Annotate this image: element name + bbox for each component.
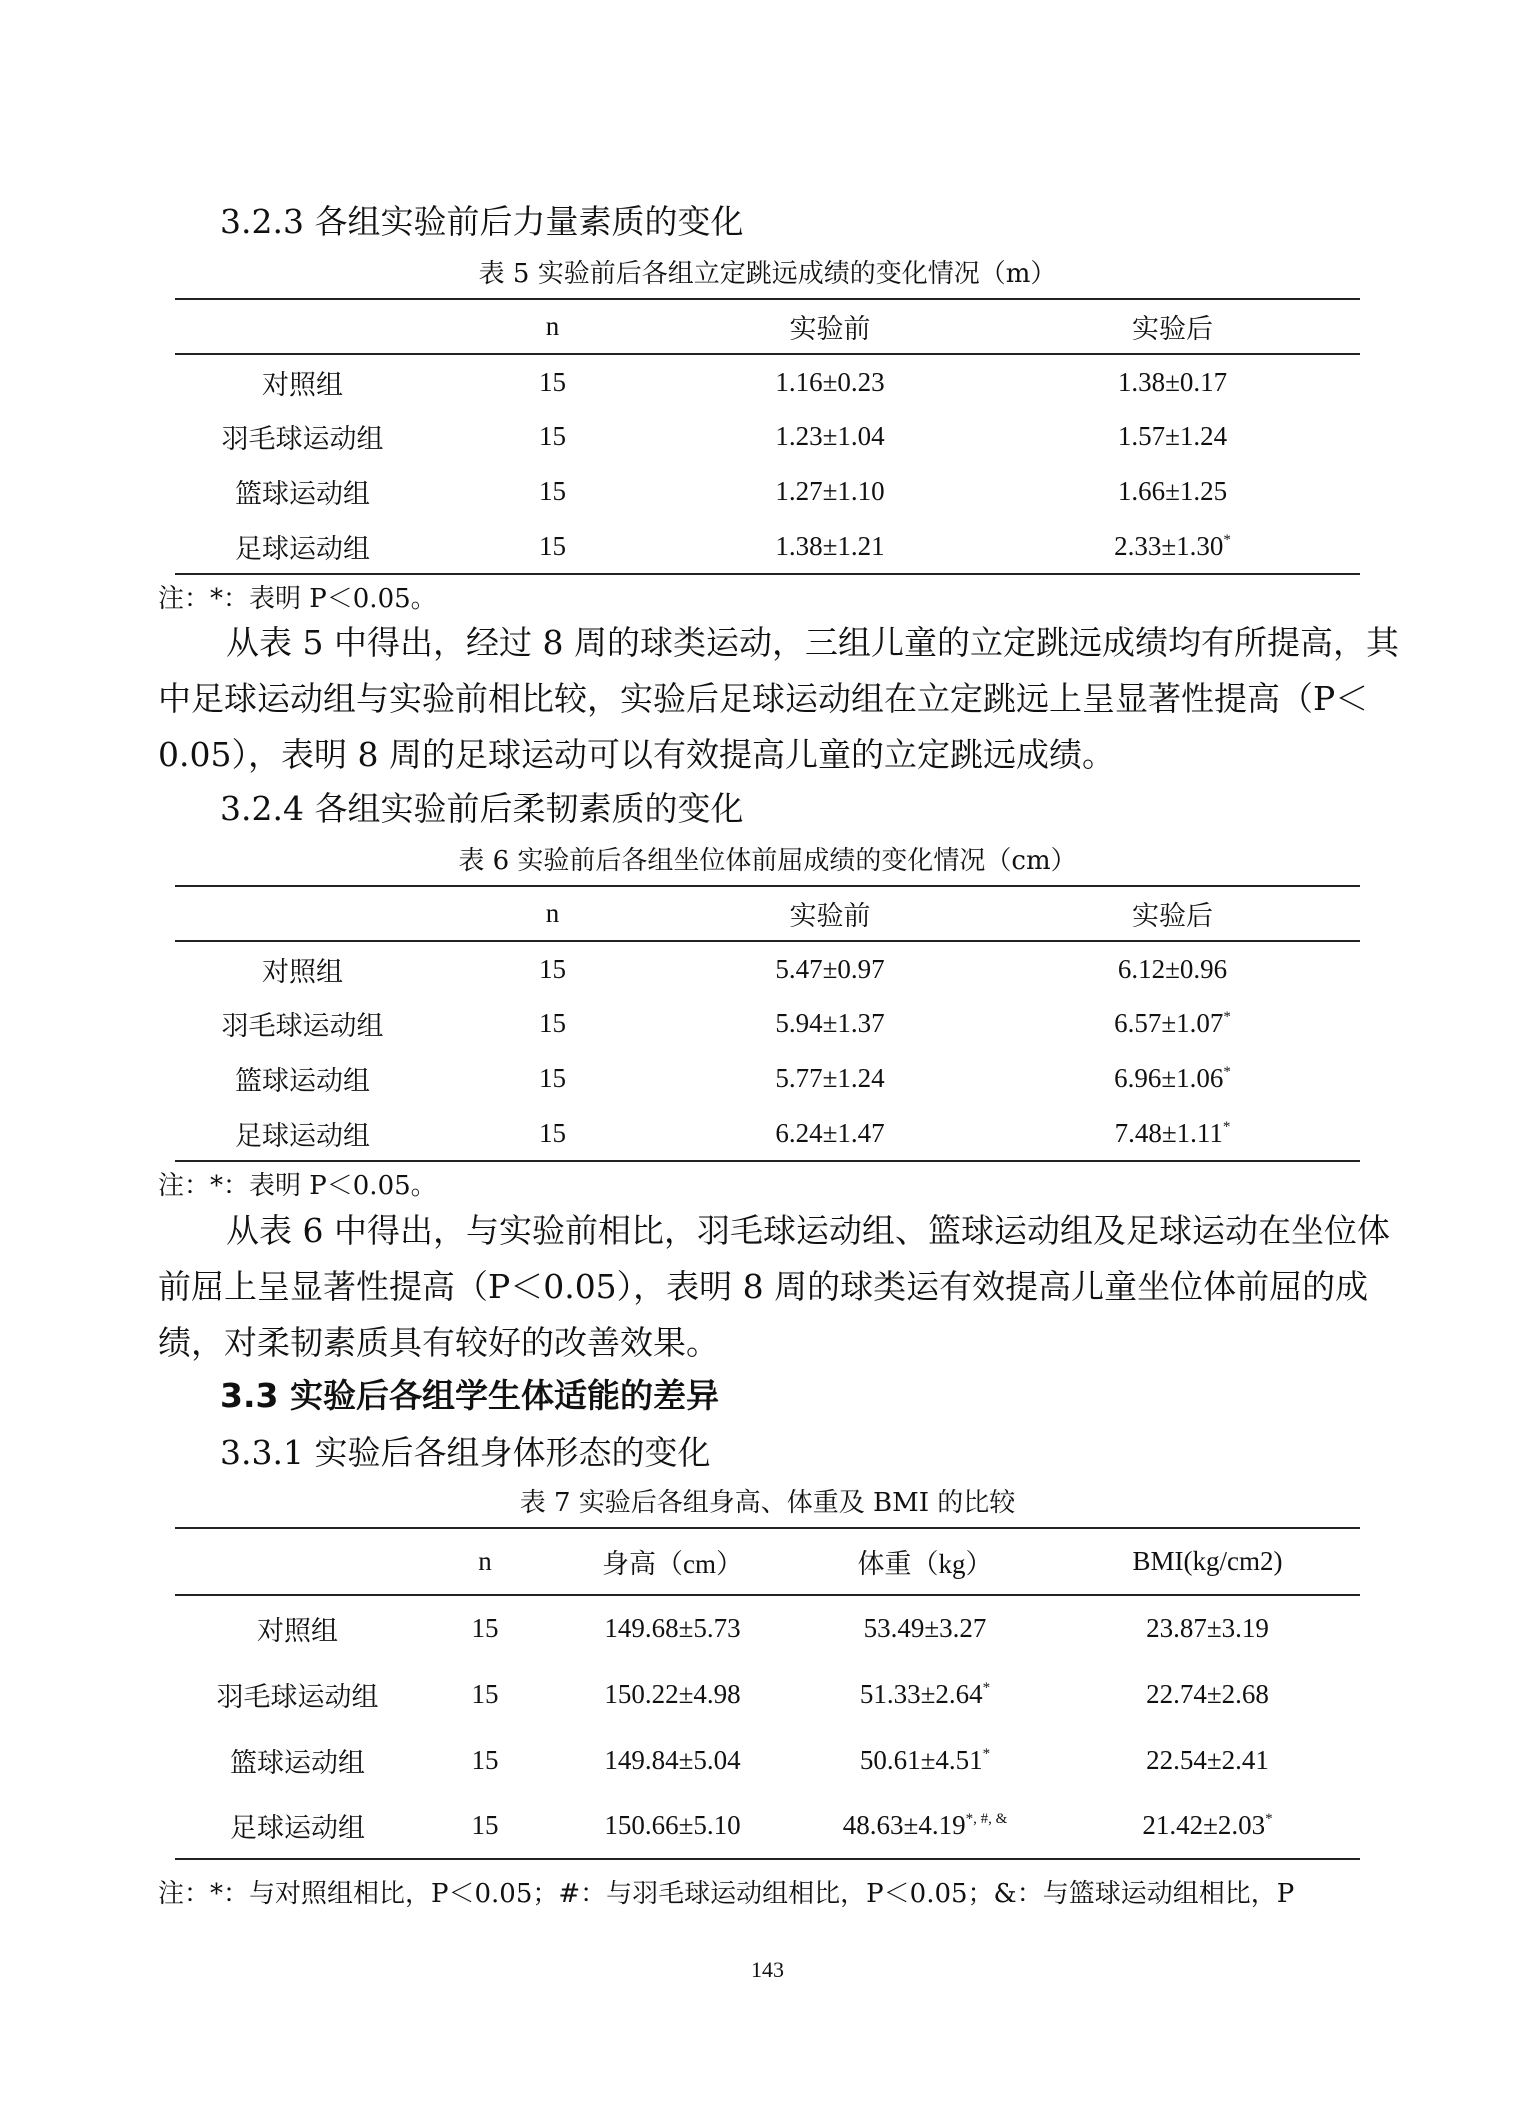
bmi-cell bbox=[1055, 1595, 1360, 1661]
after-cell bbox=[985, 464, 1360, 519]
after-value: 1.38±0.17 bbox=[1117, 366, 1228, 397]
significance-mark: * bbox=[1265, 1811, 1273, 1827]
paragraph-line: 前屈上呈显著性提高（P＜0.05），表明 8 周的球类运有效提高儿童坐位体前屈的成 bbox=[158, 1267, 1369, 1306]
after-value: 7.48±1.11 bbox=[1114, 1117, 1223, 1148]
table7-caption: 表 7 实验后各组身高、体重及 BMI 的比较 bbox=[519, 1488, 1016, 1518]
section-heading-3-2-4: 3.2.4 各组实验前后柔韧素质的变化 bbox=[220, 789, 744, 828]
table7-header-weight: 体重（kg） bbox=[857, 1549, 993, 1579]
table6-header-group bbox=[175, 886, 430, 941]
group-name: 篮球运动组 bbox=[235, 479, 370, 509]
after-value: 1.66±1.25 bbox=[1117, 476, 1228, 506]
weight-cell bbox=[795, 1727, 1055, 1793]
sample-size: 15 bbox=[471, 1613, 499, 1643]
page-number: 143 bbox=[751, 1957, 784, 1982]
sample-size: 15 bbox=[539, 476, 566, 506]
table6-header-before: 实验前 bbox=[789, 901, 871, 931]
sample-size: 15 bbox=[539, 530, 566, 561]
table6-caption: 表 6 实验前后各组坐位体前屈成绩的变化情况（cm） bbox=[458, 846, 1077, 876]
section-heading-3-3-1: 3.3.1 实验后各组身体形态的变化 bbox=[220, 1433, 711, 1472]
before-value: 1.27±1.10 bbox=[775, 476, 885, 506]
weight-cell bbox=[795, 1661, 1055, 1727]
weight-cell bbox=[795, 1793, 1055, 1859]
bmi-value: 21.42±2.03 bbox=[1142, 1810, 1266, 1840]
after-value: 6.12±0.96 bbox=[1117, 953, 1228, 984]
after-cell bbox=[985, 996, 1360, 1051]
group-name: 足球运动组 bbox=[235, 533, 370, 564]
table5-note: 注：*：表明 P＜0.05。 bbox=[158, 584, 437, 614]
sample-size: 15 bbox=[539, 421, 566, 451]
weight-value: 48.63±4.19 bbox=[842, 1810, 966, 1840]
sample-size: 15 bbox=[539, 953, 566, 984]
height-value: 150.66±5.10 bbox=[604, 1810, 741, 1840]
section-heading-3-3: 3.3 实验后各组学生体适能的差异 bbox=[220, 1376, 719, 1415]
table6 bbox=[175, 885, 1360, 1162]
significance-mark: * bbox=[1223, 1064, 1231, 1080]
group-name: 对照组 bbox=[262, 956, 343, 987]
table5-caption: 表 5 实验前后各组立定跳远成绩的变化情况（m） bbox=[478, 259, 1057, 289]
after-cell bbox=[985, 941, 1360, 996]
table-row bbox=[175, 941, 1360, 996]
weight-value: 50.61±4.51 bbox=[859, 1744, 983, 1775]
height-value: 149.68±5.73 bbox=[604, 1613, 741, 1643]
before-value: 5.77±1.24 bbox=[775, 1063, 885, 1093]
paragraph-line: 中足球运动组与实验前相比较，实验后足球运动组在立定跳远上呈显著性提高（P＜ bbox=[158, 679, 1369, 718]
significance-mark: * bbox=[982, 1679, 991, 1696]
table6-header-row bbox=[175, 886, 1360, 941]
table-row bbox=[175, 1595, 1360, 1661]
table6-header-n: n bbox=[545, 898, 560, 928]
table-row bbox=[175, 519, 1360, 574]
weight-cell bbox=[795, 1595, 1055, 1661]
bmi-value: 22.74±2.68 bbox=[1146, 1678, 1269, 1709]
group-name: 篮球运动组 bbox=[235, 1066, 370, 1096]
table5-header-before: 实验前 bbox=[789, 314, 871, 344]
significance-mark: *, #, & bbox=[965, 1811, 1008, 1827]
group-name: 羽毛球运动组 bbox=[221, 1011, 384, 1041]
paragraph-line: 从表 6 中得出，与实验前相比，羽毛球运动组、篮球运动组及足球运动在坐位体 bbox=[226, 1211, 1390, 1250]
table-row bbox=[175, 1793, 1360, 1859]
table-row bbox=[175, 1727, 1360, 1793]
table5-header-n: n bbox=[545, 311, 560, 341]
sample-size: 15 bbox=[471, 1744, 499, 1775]
weight-value: 53.49±3.27 bbox=[863, 1613, 987, 1643]
sample-size: 15 bbox=[539, 1008, 566, 1038]
table7-header-n: n bbox=[478, 1546, 492, 1576]
after-cell bbox=[985, 1051, 1360, 1106]
table5-header-group bbox=[175, 299, 430, 354]
bmi-cell bbox=[1055, 1661, 1360, 1727]
paragraph-table6-analysis bbox=[158, 1203, 1390, 1371]
group-name: 足球运动组 bbox=[230, 1813, 365, 1843]
after-value: 6.57±1.07 bbox=[1114, 1008, 1224, 1038]
group-name: 对照组 bbox=[257, 1616, 338, 1646]
before-value: 6.24±1.47 bbox=[775, 1117, 885, 1148]
after-cell bbox=[985, 409, 1360, 464]
table5-header-row bbox=[175, 299, 1360, 354]
after-value: 6.96±1.06 bbox=[1114, 1063, 1224, 1093]
weight-value: 51.33±2.64 bbox=[859, 1678, 983, 1709]
table7-header-height: 身高（cm） bbox=[602, 1549, 743, 1579]
sample-size: 15 bbox=[539, 366, 566, 397]
table7-note: 注：*：与对照组相比，P＜0.05；#：与羽毛球运动组相比，P＜0.05；&：与篮球运动组相比，P bbox=[158, 1879, 1295, 1909]
table-row bbox=[175, 1661, 1360, 1727]
table-row bbox=[175, 464, 1360, 519]
height-value: 149.84±5.04 bbox=[604, 1744, 741, 1775]
significance-mark: * bbox=[1223, 1009, 1231, 1025]
after-value: 1.57±1.24 bbox=[1117, 421, 1228, 451]
after-cell bbox=[985, 354, 1360, 409]
height-value: 150.22±4.98 bbox=[604, 1678, 741, 1709]
before-value: 1.16±0.23 bbox=[775, 366, 885, 397]
group-name: 羽毛球运动组 bbox=[216, 1681, 379, 1712]
table-row bbox=[175, 1106, 1360, 1161]
sample-size: 15 bbox=[539, 1063, 566, 1093]
bmi-value: 22.54±2.41 bbox=[1146, 1744, 1269, 1775]
group-name: 篮球运动组 bbox=[230, 1747, 365, 1778]
significance-mark: * bbox=[1223, 531, 1231, 548]
paragraph-line: 从表 5 中得出，经过 8 周的球类运动，三组儿童的立定跳远成绩均有所提高，其 bbox=[226, 623, 1399, 662]
sample-size: 15 bbox=[539, 1117, 566, 1148]
table7-header-bmi: BMI(kg/cm2) bbox=[1132, 1546, 1283, 1576]
table5 bbox=[175, 298, 1360, 575]
sample-size: 15 bbox=[471, 1810, 499, 1840]
before-value: 1.23±1.04 bbox=[775, 421, 885, 451]
bmi-cell bbox=[1055, 1727, 1360, 1793]
section-heading-3-2-3: 3.2.3 各组实验前后力量素质的变化 bbox=[220, 202, 744, 241]
group-name: 对照组 bbox=[262, 369, 343, 400]
group-name: 羽毛球运动组 bbox=[221, 424, 384, 454]
table-row bbox=[175, 409, 1360, 464]
after-value: 2.33±1.30 bbox=[1114, 530, 1224, 561]
before-value: 5.94±1.37 bbox=[775, 1008, 885, 1038]
table5-header-after: 实验后 bbox=[1132, 314, 1213, 344]
table7-header-group bbox=[175, 1528, 420, 1595]
table-row bbox=[175, 996, 1360, 1051]
after-cell bbox=[985, 519, 1360, 574]
table7 bbox=[175, 1527, 1360, 1860]
table-row bbox=[175, 1051, 1360, 1106]
group-name: 足球运动组 bbox=[235, 1120, 370, 1151]
significance-mark: * bbox=[982, 1745, 991, 1762]
table-row bbox=[175, 354, 1360, 409]
paragraph-table5-analysis bbox=[158, 615, 1399, 783]
before-value: 5.47±0.97 bbox=[775, 953, 885, 984]
table6-note: 注：*：表明 P＜0.05。 bbox=[158, 1171, 437, 1201]
bmi-cell bbox=[1055, 1793, 1360, 1859]
after-cell bbox=[985, 1106, 1360, 1161]
significance-mark: * bbox=[1222, 1118, 1231, 1135]
bmi-value: 23.87±3.19 bbox=[1146, 1613, 1269, 1643]
table7-header-row bbox=[175, 1528, 1360, 1595]
before-value: 1.38±1.21 bbox=[775, 530, 885, 561]
paragraph-line: 0.05），表明 8 周的足球运动可以有效提高儿童的立定跳远成绩。 bbox=[158, 735, 1115, 774]
table6-header-after: 实验后 bbox=[1132, 901, 1213, 931]
paragraph-line: 绩，对柔韧素质具有较好的改善效果。 bbox=[158, 1323, 719, 1362]
sample-size: 15 bbox=[471, 1678, 499, 1709]
